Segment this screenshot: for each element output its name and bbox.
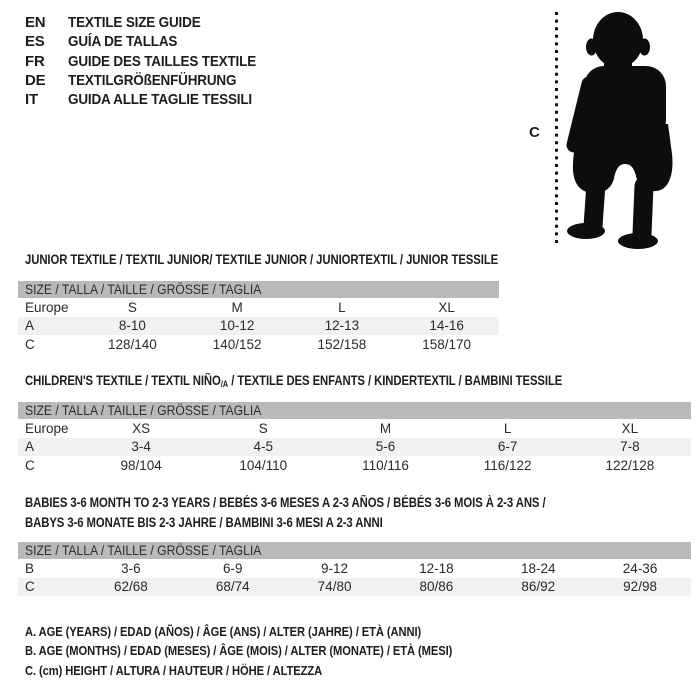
toddler-silhouette xyxy=(567,12,672,249)
table-cell: 92/98 xyxy=(623,579,657,595)
lang-row-it xyxy=(25,90,277,109)
babies-textile-title xyxy=(25,493,645,533)
title-subscript: /A xyxy=(220,379,229,389)
legend-item-a: A. AGE (YEARS) / EDAD (AÑOS) / ÂGE (ANS) / ALTER (JAHRE) / ETÀ (ANNI) xyxy=(25,624,422,639)
table-cell: XS xyxy=(132,420,151,436)
size-header: SIZE / TALLA / TAILLE / GRÖSSE / TAGLIA xyxy=(18,402,691,419)
table-cell: 116/122 xyxy=(483,457,532,473)
table-cell: L xyxy=(338,299,346,315)
table-cell: S xyxy=(127,299,137,315)
table-row-europe xyxy=(18,298,499,317)
table-cell: 152/158 xyxy=(317,336,367,352)
title-line: BABIES 3-6 MONTH TO 2-3 YEARS / BEBÉS 3-6 MESES A 2-3 AÑOS / BÉBÉS 3-6 MOIS À 2-3 ANS / xyxy=(25,495,546,510)
lang-code: IT xyxy=(25,91,38,109)
table-cell: 3-4 xyxy=(131,439,151,455)
row-label: B xyxy=(25,560,35,576)
table-cell: 62/68 xyxy=(114,579,148,595)
lang-row-fr xyxy=(25,52,277,71)
children-textile-table xyxy=(18,402,691,475)
table-cell: 3-6 xyxy=(121,560,141,576)
table-cell: 8-10 xyxy=(118,318,146,334)
table-cell: 10-12 xyxy=(219,318,255,334)
table-row-height xyxy=(18,456,691,475)
children-textile-title xyxy=(25,371,665,394)
title-part: / TEXTILE DES ENFANTS / KINDERTEXTIL / BAMBINI TESSILE xyxy=(228,373,563,388)
table-cell: 80/86 xyxy=(419,579,454,595)
legend-item-c: C. (cm) HEIGHT / ALTURA / HAUTEUR / HÖHE / ALTEZZA xyxy=(25,662,323,678)
row-label: C xyxy=(25,336,35,352)
table-row-height xyxy=(18,578,691,597)
row-label: C xyxy=(25,579,35,595)
legend xyxy=(25,624,522,682)
size-header-row xyxy=(18,542,691,559)
height-measure-label: C xyxy=(529,124,540,141)
lang-label: TEXTILE SIZE GUIDE xyxy=(68,14,201,32)
table-cell: S xyxy=(258,420,268,436)
table-cell: 110/116 xyxy=(362,457,409,473)
table-row-age xyxy=(18,438,691,457)
lang-row-de xyxy=(25,71,277,90)
language-list xyxy=(25,13,277,109)
table-cell: 140/152 xyxy=(212,336,262,352)
table-row-height xyxy=(18,335,499,354)
table-cell: 12-18 xyxy=(419,560,454,576)
row-label: A xyxy=(25,318,35,334)
table-cell: 68/74 xyxy=(215,579,250,595)
junior-textile-title: JUNIOR TEXTILE / TEXTIL JUNIOR/ TEXTILE JUNIOR / JUNIORTEXTIL / JUNIOR TESSILE xyxy=(25,252,499,267)
row-label: Europe xyxy=(25,299,69,315)
table-cell: M xyxy=(231,299,243,315)
title-part: CHILDREN'S TEXTILE / TEXTIL NIÑO xyxy=(25,373,221,388)
row-label: A xyxy=(25,439,35,455)
lang-code: DE xyxy=(25,72,46,90)
table-cell: M xyxy=(379,420,392,436)
table-cell: 9-12 xyxy=(321,560,349,576)
table-cell: 128/140 xyxy=(107,336,157,352)
table-cell: 122/128 xyxy=(605,457,655,473)
lang-row-es xyxy=(25,32,277,51)
table-row-age xyxy=(18,317,499,336)
size-header: SIZE / TALLA / TAILLE / GRÖSSE / TAGLIA xyxy=(18,281,499,298)
lang-code: FR xyxy=(25,52,45,70)
title-line: BABYS 3-6 MONATE BIS 2-3 JAHRE / BAMBINI 3-6 MESI A 2-3 ANNI xyxy=(25,515,383,530)
table-cell: XL xyxy=(621,420,639,436)
size-header-row xyxy=(18,402,691,419)
junior-textile-table xyxy=(18,281,499,354)
table-cell: 158/170 xyxy=(422,336,472,352)
lang-label: GUÍA DE TALLAS xyxy=(68,33,178,51)
babies-textile-table xyxy=(18,542,691,596)
table-cell: 6-7 xyxy=(497,439,518,455)
row-label: Europe xyxy=(25,420,69,436)
table-cell: 7-8 xyxy=(620,439,640,455)
table-cell: 18-24 xyxy=(520,560,556,576)
lang-code: EN xyxy=(25,14,46,32)
lang-label: TEXTILGRÖßENFÜHRUNG xyxy=(68,72,237,90)
row-label: C xyxy=(25,457,35,473)
table-cell: 74/80 xyxy=(317,579,352,595)
table-cell: 104/110 xyxy=(239,457,288,473)
table-cell: 24-36 xyxy=(622,560,658,576)
legend-item-b: B. AGE (MONTHS) / EDAD (MESES) / ÂGE (MOIS) / ALTER (MONATE) / ETÀ (MESI) xyxy=(25,643,453,659)
table-cell: 5-6 xyxy=(375,439,396,455)
table-cell: 98/104 xyxy=(120,457,162,473)
size-header: SIZE / TALLA / TAILLE / GRÖSSE / TAGLIA xyxy=(18,542,691,559)
table-cell: 14-16 xyxy=(429,318,464,334)
table-cell: 4-5 xyxy=(253,439,274,455)
table-cell: 12-13 xyxy=(324,318,360,334)
child-silhouette-figure xyxy=(520,4,698,252)
table-cell: 86/92 xyxy=(521,579,556,595)
lang-code: ES xyxy=(25,33,45,51)
table-row-europe xyxy=(18,419,691,438)
lang-row-en xyxy=(25,13,277,32)
table-cell: 6-9 xyxy=(222,560,243,576)
lang-label: GUIDE DES TAILLES TEXTILE xyxy=(68,52,257,70)
table-cell: L xyxy=(503,420,512,436)
table-cell: XL xyxy=(438,299,455,315)
lang-label: GUIDA ALLE TAGLIE TESSILI xyxy=(68,91,253,109)
table-row-age-months xyxy=(18,559,691,578)
size-header-row xyxy=(18,281,499,298)
